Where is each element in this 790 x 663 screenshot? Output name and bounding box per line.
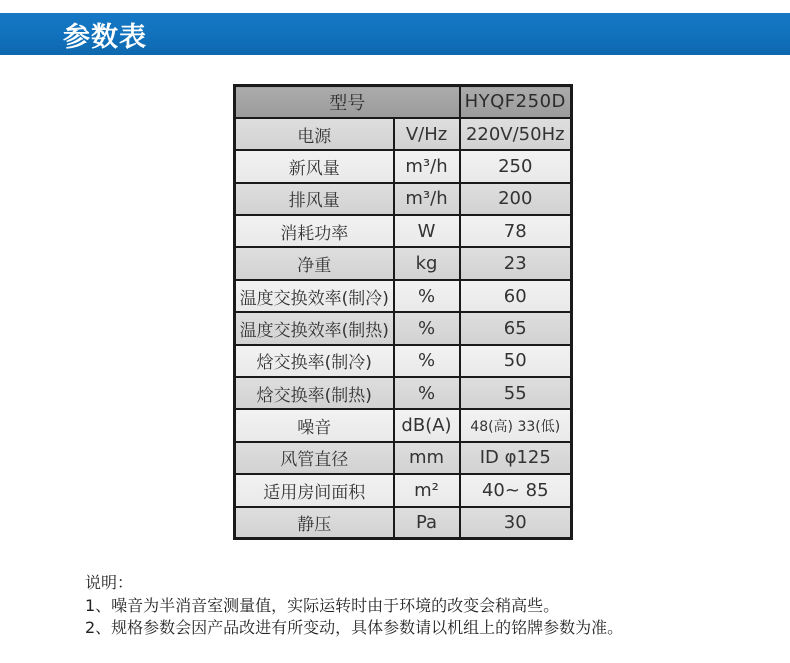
table-row — [235, 280, 572, 312]
notes-list — [85, 595, 725, 640]
row-unit: V/Hz — [394, 118, 460, 150]
row-value: 48(高) 33(低) — [460, 409, 572, 441]
row-label: 静压 — [235, 507, 394, 539]
row-label: 适用房间面积 — [235, 474, 394, 506]
row-value: 78 — [460, 215, 572, 247]
row-label: 排风量 — [235, 183, 394, 215]
table-row — [235, 118, 572, 150]
row-unit: Pa — [394, 507, 460, 539]
row-label: 温度交换效率(制热) — [235, 312, 394, 344]
row-label: 风管直径 — [235, 442, 394, 474]
row-label: 净重 — [235, 247, 394, 279]
row-value: ID φ125 — [460, 442, 572, 474]
row-value: 60 — [460, 280, 572, 312]
table-row — [235, 377, 572, 409]
page-title-bar — [0, 13, 790, 55]
row-unit: m³/h — [394, 150, 460, 182]
row-value: 250 — [460, 150, 572, 182]
row-label: 焓交换率(制热) — [235, 377, 394, 409]
notes-section — [85, 572, 725, 640]
table-row — [235, 215, 572, 247]
row-value: 65 — [460, 312, 572, 344]
table-row — [235, 345, 572, 377]
model-label: 型号 — [235, 86, 460, 118]
table-header-row — [235, 86, 572, 118]
table-row — [235, 150, 572, 182]
row-value: 30 — [460, 507, 572, 539]
table-row — [235, 183, 572, 215]
row-unit: % — [394, 312, 460, 344]
row-label: 噪音 — [235, 409, 394, 441]
row-unit: % — [394, 345, 460, 377]
row-value: 55 — [460, 377, 572, 409]
row-label: 新风量 — [235, 150, 394, 182]
row-unit: m² — [394, 474, 460, 506]
table-row — [235, 409, 572, 441]
table-row — [235, 474, 572, 506]
row-label: 温度交换效率(制冷) — [235, 280, 394, 312]
row-value: 200 — [460, 183, 572, 215]
table-row — [235, 442, 572, 474]
note-line: 2、规格参数会因产品改进有所变动，具体参数请以机组上的铭牌参数为准。 — [85, 618, 624, 637]
row-unit: dB(A) — [394, 409, 460, 441]
row-value: 23 — [460, 247, 572, 279]
spec-table-body — [235, 86, 572, 539]
model-value: HYQF250D — [460, 86, 572, 118]
spec-table — [233, 84, 573, 540]
row-value: 50 — [460, 345, 572, 377]
notes-heading: 说明： — [85, 573, 134, 592]
row-label: 电源 — [235, 118, 394, 150]
table-row — [235, 507, 572, 539]
note-line: 1、噪音为半消音室测量值，实际运转时由于环境的改变会稍高些。 — [85, 595, 560, 615]
row-value: 220V/50Hz — [460, 118, 572, 150]
row-label: 焓交换率(制冷) — [235, 345, 394, 377]
row-unit: % — [394, 377, 460, 409]
row-unit: kg — [394, 247, 460, 279]
row-label: 消耗功率 — [235, 215, 394, 247]
page-title: 参数表 — [63, 21, 147, 53]
row-unit: mm — [394, 442, 460, 474]
table-row — [235, 312, 572, 344]
table-row — [235, 247, 572, 279]
row-unit: % — [394, 280, 460, 312]
row-unit: W — [394, 215, 460, 247]
row-unit: m³/h — [394, 183, 460, 215]
row-value: 40~ 85 — [460, 474, 572, 506]
